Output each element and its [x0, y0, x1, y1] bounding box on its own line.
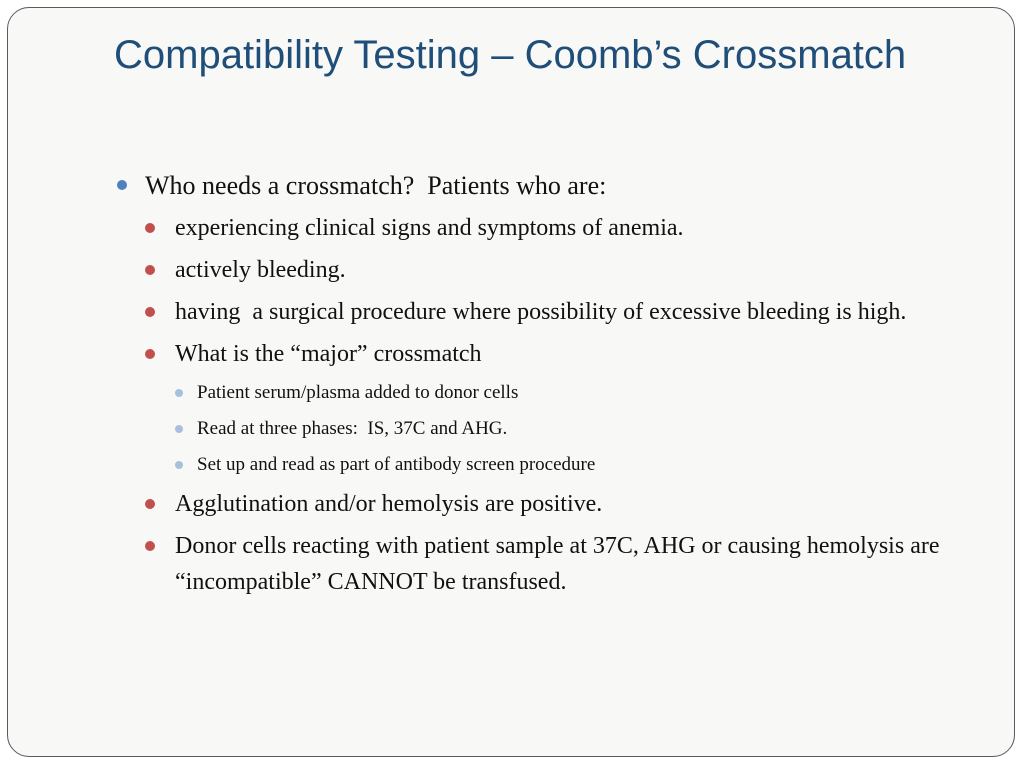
sub-bullet-item	[145, 336, 975, 372]
sub-sub-bullet-text: Patient serum/plasma added to donor cells	[197, 382, 519, 403]
bullet-dot-icon	[145, 541, 155, 551]
bullet-list	[115, 168, 975, 600]
bullet-item-intro	[115, 168, 975, 204]
sub-bullet-text: Agglutination and/or hemolysis are positive.	[175, 491, 603, 517]
bullet-dot-icon	[145, 499, 155, 509]
sub-bullet-text: experiencing clinical signs and symptoms of anemia.	[175, 215, 684, 241]
sub-bullet-item	[145, 252, 975, 288]
sub-bullet-item	[145, 294, 975, 330]
sub-bullet-text: actively bleeding.	[175, 257, 346, 283]
sub-sub-bullet-text: Read at three phases: IS, 37C and AHG.	[197, 418, 508, 439]
bullet-dot-icon	[117, 180, 127, 190]
sub-sub-bullet-item	[175, 414, 975, 444]
sub-sub-bullet-item	[175, 450, 975, 480]
sub-sub-bullet-item	[175, 378, 975, 408]
bullet-dot-icon	[145, 265, 155, 275]
sub-bullet-item	[145, 528, 975, 600]
bullet-dot-icon	[175, 425, 183, 433]
slide-title: Compatibility Testing – Coomb’s Crossmatch	[114, 33, 907, 77]
bullet-text: Who needs a crossmatch? Patients who are:	[145, 171, 607, 200]
sub-sub-bullet-text: Set up and read as part of antibody screen procedure	[197, 454, 596, 475]
bullet-dot-icon	[175, 389, 183, 397]
sub-bullet-text: What is the “major” crossmatch	[175, 341, 482, 367]
sub-bullet-item	[145, 210, 975, 246]
bullet-dot-icon	[145, 223, 155, 233]
bullet-dot-icon	[145, 349, 155, 359]
sub-bullet-text: Donor cells reacting with patient sample at 37C, AHG or causing hemolysis are “incompatible” CANNOT be transfused.	[175, 533, 946, 595]
slide-body	[115, 168, 975, 606]
bullet-dot-icon	[175, 461, 183, 469]
sub-bullet-text: having a surgical procedure where possibility of excessive bleeding is high.	[175, 299, 907, 325]
bullet-dot-icon	[145, 307, 155, 317]
sub-bullet-item	[145, 486, 975, 522]
